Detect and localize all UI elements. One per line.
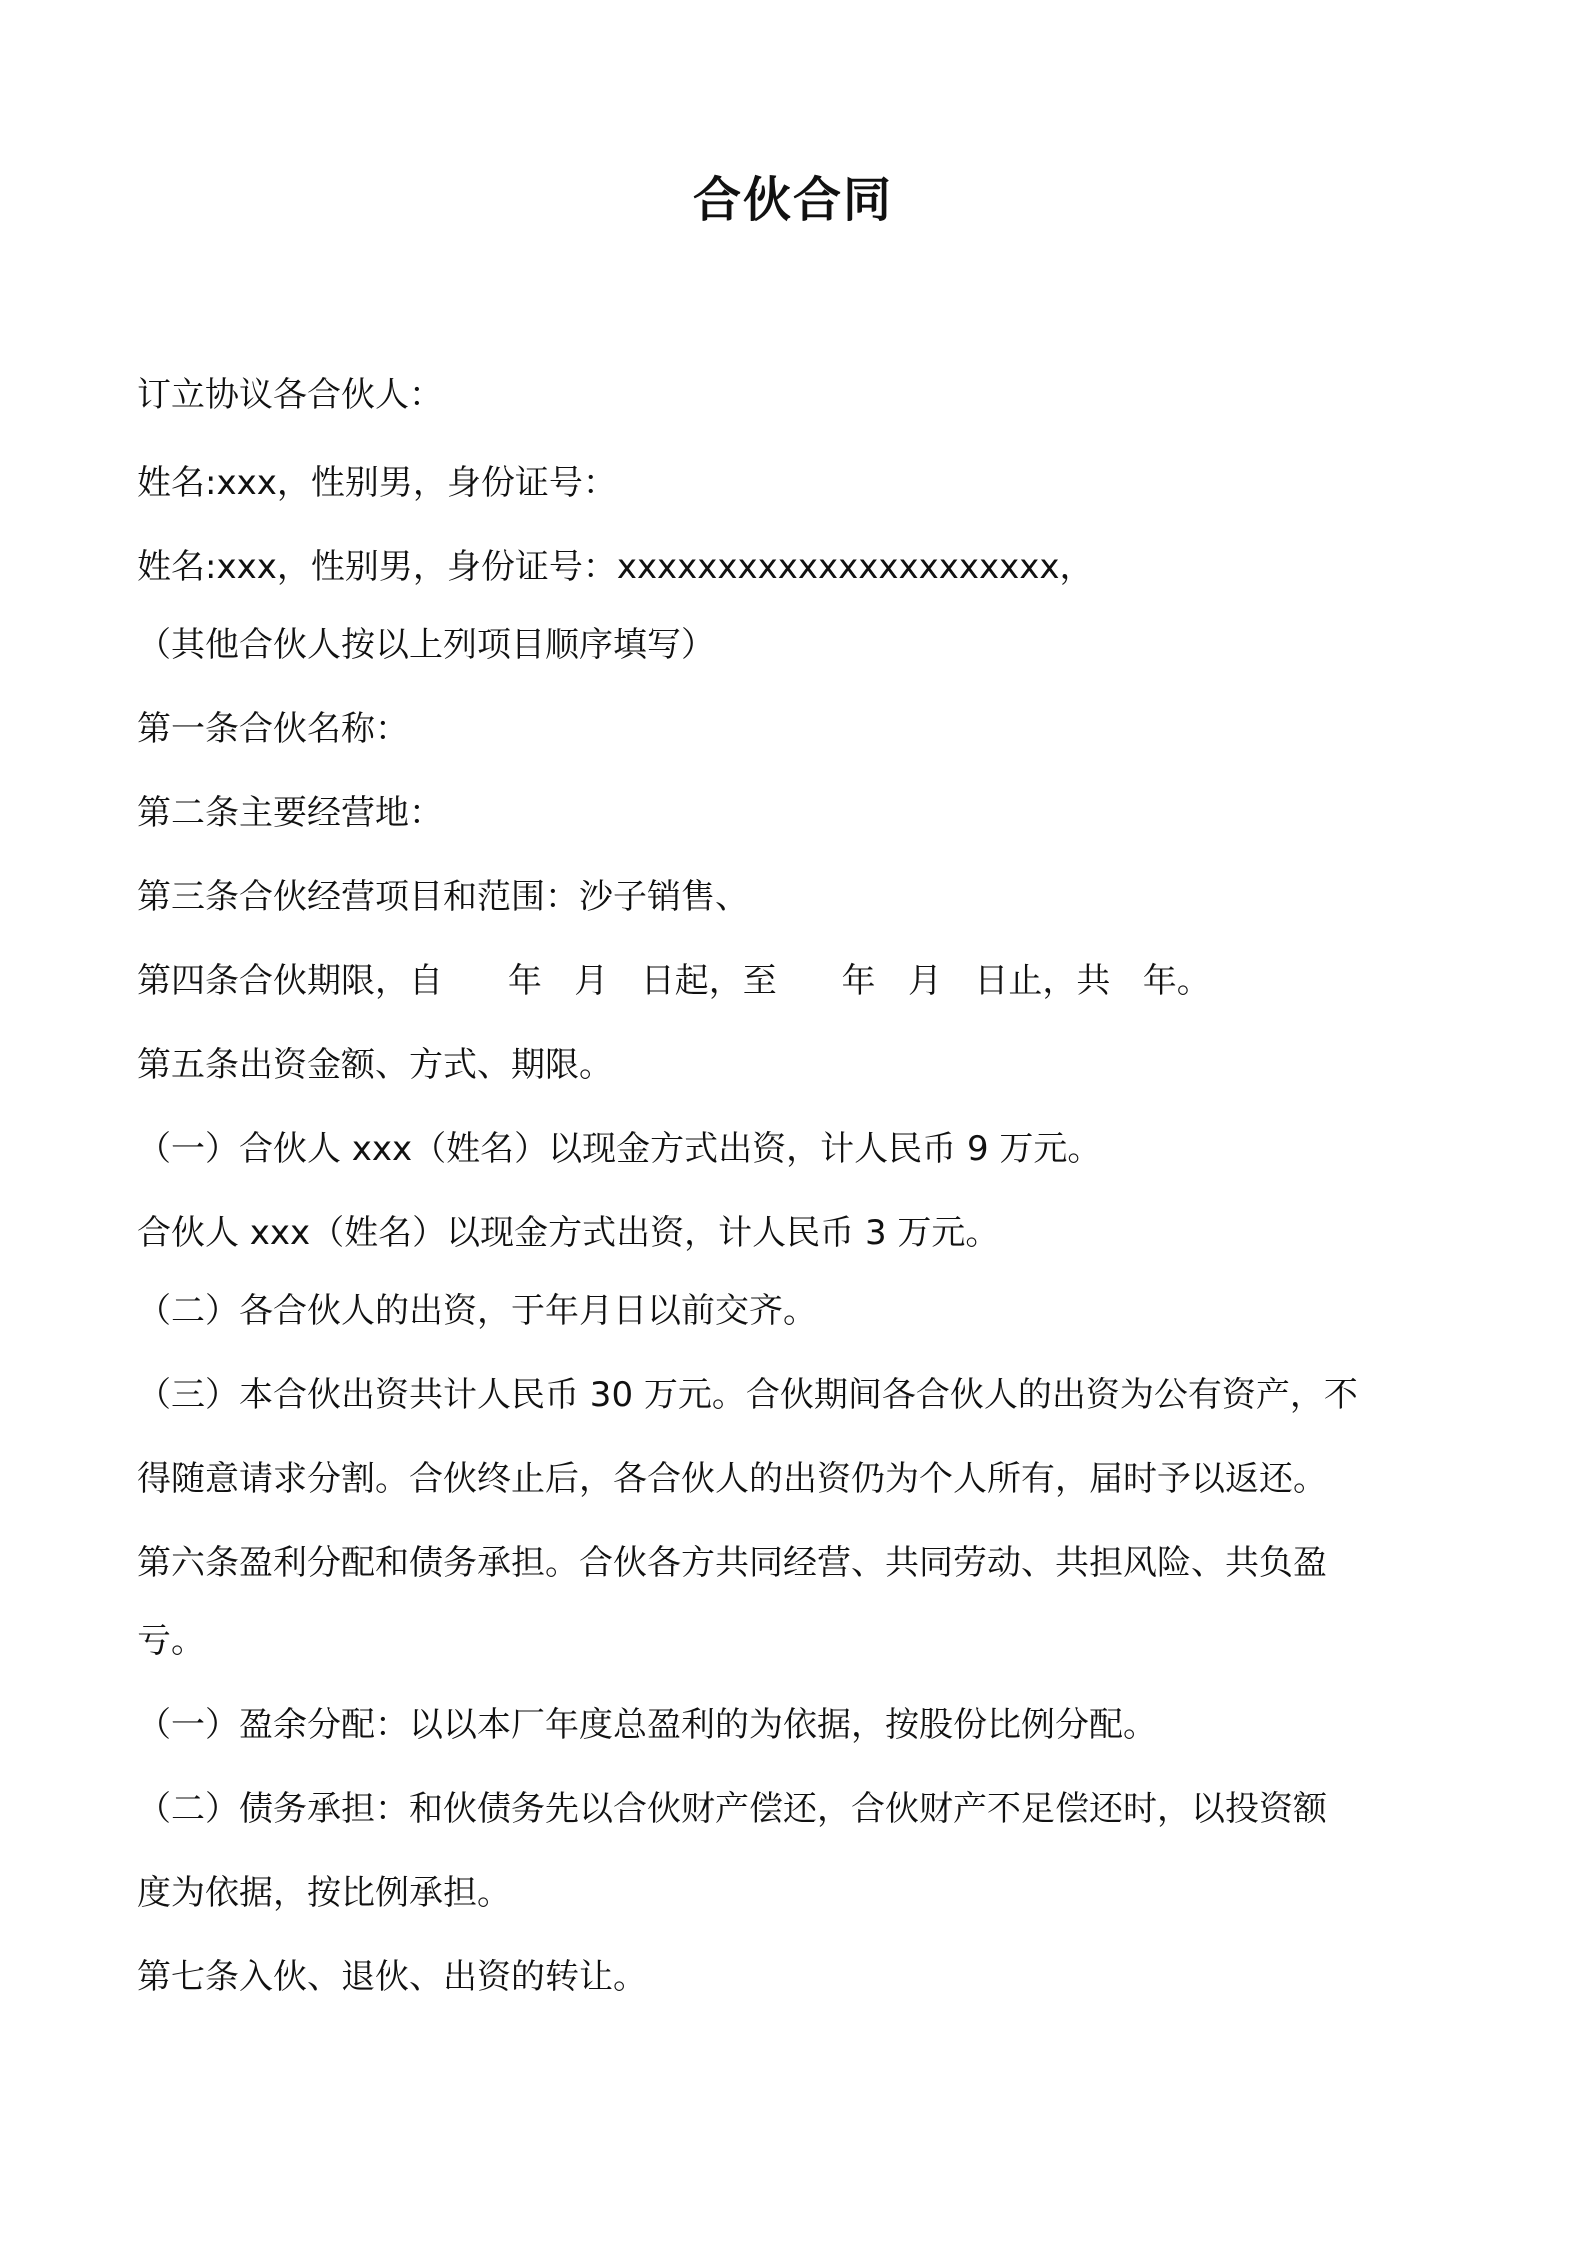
- article-4: 第四条合伙期限，自 年 月 日起，至 年 月 日止，共 年。: [137, 961, 1211, 1001]
- clause-line: （二）债务承担：和伙债务先以合伙财产偿还，合伙财产不足偿还时，以投资额: [137, 1789, 1327, 1829]
- document-title: 合伙合同: [692, 172, 893, 228]
- article-5: 第五条出资金额、方式、期限。: [137, 1045, 613, 1085]
- article-2: 第二条主要经营地：: [137, 793, 443, 833]
- article-1: 第一条合伙名称：: [137, 709, 409, 749]
- article-7: 第七条入伙、退伙、出资的转让。: [137, 1957, 647, 1997]
- article-6: 第六条盈利分配和债务承担。合伙各方共同经营、共同劳动、共担风险、共负盈: [137, 1543, 1327, 1583]
- clause-line: （一）合伙人 xxx（姓名）以现金方式出资，计人民币 9 万元。: [137, 1129, 1102, 1169]
- partner-line: 姓名:xxx，性别男，身份证号：xxxxxxxxxxxxxxxxxxxxxx，: [137, 547, 1094, 587]
- partner-line: 姓名:xxx，性别男，身份证号：: [137, 463, 617, 503]
- clause-line: 得随意请求分割。合伙终止后，各合伙人的出资仍为个人所有，届时予以返还。: [137, 1459, 1327, 1499]
- clause-line: （三）本合伙出资共计人民币 30 万元。合伙期间各合伙人的出资为公有资产，不: [137, 1375, 1358, 1415]
- clause-line: （一）盈余分配：以以本厂年度总盈利的为依据，按股份比例分配。: [137, 1705, 1157, 1745]
- instruction-note: （其他合伙人按以上列项目顺序填写）: [137, 625, 715, 665]
- clause-line: （二）各合伙人的出资，于年月日以前交齐。: [137, 1291, 817, 1331]
- clause-line: 合伙人 xxx（姓名）以现金方式出资，计人民币 3 万元。: [137, 1213, 1000, 1253]
- article-3: 第三条合伙经营项目和范围：沙子销售、: [137, 877, 749, 917]
- clause-line: 亏。: [137, 1621, 205, 1661]
- clause-line: 度为依据，按比例承担。: [137, 1873, 511, 1913]
- parties-heading: 订立协议各合伙人：: [137, 375, 443, 415]
